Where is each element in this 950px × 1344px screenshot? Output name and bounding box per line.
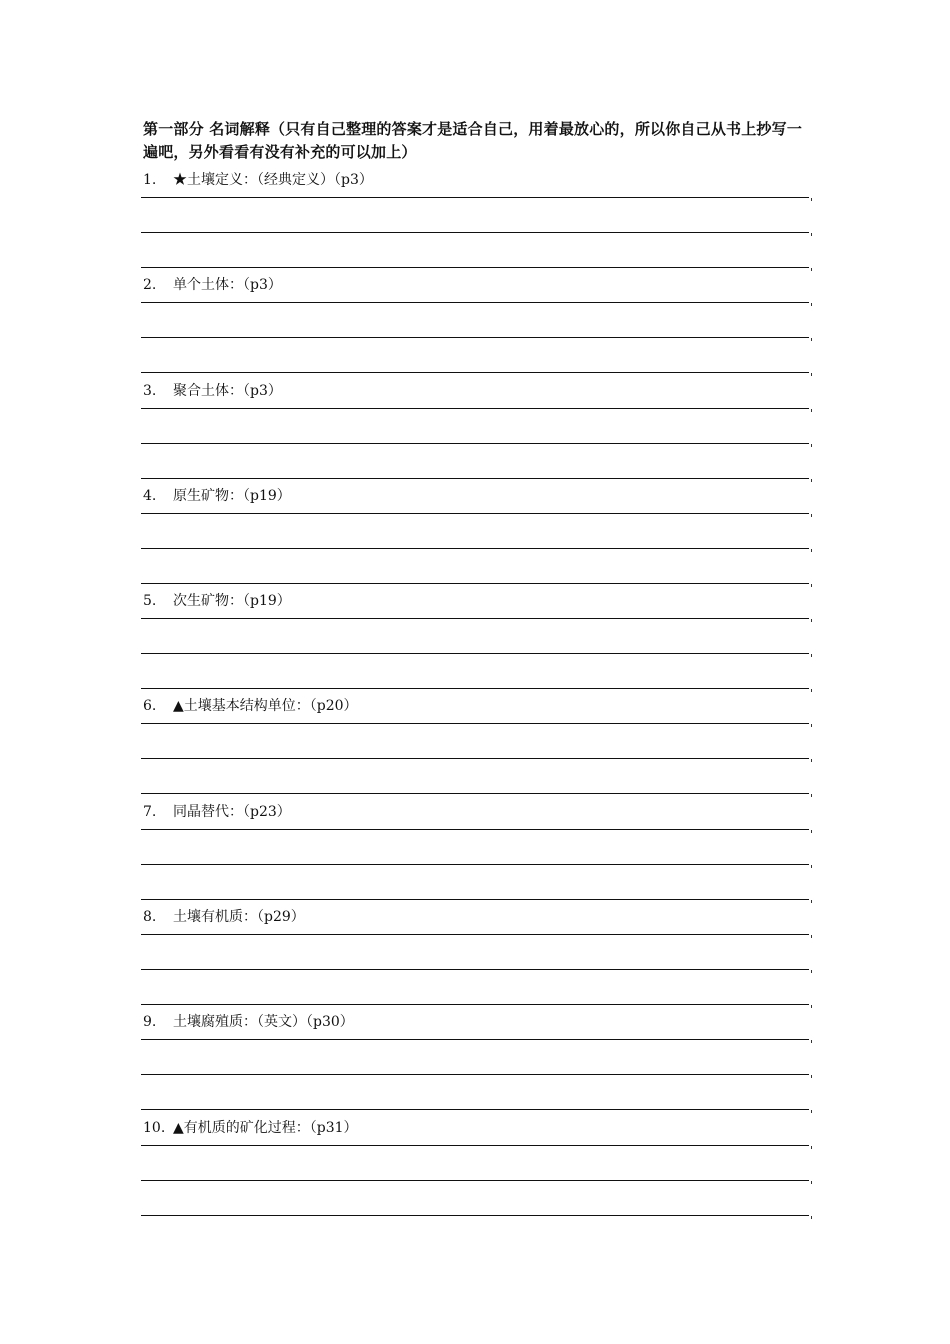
answer-line[interactable] [141, 1074, 809, 1075]
question-item [141, 268, 811, 373]
answer-line[interactable] [141, 443, 809, 444]
question-number: 7. [143, 803, 157, 820]
question-item [141, 479, 811, 584]
answer-line[interactable] [141, 197, 809, 198]
question-item [141, 584, 811, 689]
question-number: 9. [143, 1014, 157, 1031]
answer-line[interactable] [141, 934, 809, 935]
question-label [143, 382, 282, 400]
question-text: ★土壤定义：（经典定义）（p3） [173, 172, 373, 188]
question-number: 2. [143, 277, 157, 294]
question-label [143, 592, 291, 610]
answer-line[interactable] [141, 829, 809, 830]
answer-line[interactable] [141, 969, 809, 970]
answer-line[interactable] [141, 302, 809, 303]
question-text: 原生矿物：（p19） [173, 487, 291, 504]
answer-line[interactable] [141, 1215, 809, 1216]
answer-line[interactable] [141, 1180, 809, 1181]
question-item [141, 163, 811, 268]
question-item [141, 1111, 811, 1216]
question-text: 同晶替代：（p23） [173, 803, 291, 820]
question-label [143, 276, 282, 294]
question-label [143, 697, 358, 715]
answer-line[interactable] [141, 1039, 809, 1040]
question-item [141, 795, 811, 900]
question-label [143, 487, 291, 505]
question-text: 聚合土体：（p3） [173, 382, 282, 399]
question-label [143, 171, 373, 189]
question-text: ▲有机质的矿化过程：（p31） [173, 1119, 358, 1136]
question-label [143, 908, 305, 926]
answer-line[interactable] [141, 513, 809, 514]
question-text: 单个土体：（p3） [173, 277, 282, 294]
question-text: 次生矿物：（p19） [173, 593, 291, 610]
question-number: 1. [143, 172, 157, 188]
question-number: 5. [143, 593, 157, 610]
question-label [143, 1119, 358, 1137]
question-number: 8. [143, 909, 157, 926]
answer-line[interactable] [141, 337, 809, 338]
question-label [143, 1013, 354, 1031]
answer-line[interactable] [141, 864, 809, 865]
answer-line[interactable] [141, 408, 809, 409]
answer-line[interactable] [141, 618, 809, 619]
question-text: 土壤腐殖质：（英文）（p30） [173, 1014, 354, 1031]
question-label [143, 803, 291, 821]
answer-line[interactable] [141, 653, 809, 654]
answer-line[interactable] [141, 723, 809, 724]
section-heading: 第一部分 名词解释（只有自己整理的答案才是适合自己，用着最放心的，所以你自己从书上抄写一遍吧，另外看看有没有补充的可以加上） [143, 120, 803, 161]
question-number: 3. [143, 382, 157, 399]
question-text: ▲土壤基本结构单位：（p20） [173, 698, 358, 715]
question-item [141, 689, 811, 794]
question-number: 10. [143, 1119, 166, 1136]
answer-line[interactable] [141, 1145, 809, 1146]
question-list [141, 163, 811, 1216]
question-number: 6. [143, 698, 157, 715]
question-item [141, 900, 811, 1005]
question-text: 土壤有机质：（p29） [173, 909, 305, 926]
question-item [141, 374, 811, 479]
answer-line[interactable] [141, 548, 809, 549]
question-item [141, 1005, 811, 1110]
question-number: 4. [143, 487, 157, 504]
answer-line[interactable] [141, 758, 809, 759]
answer-line[interactable] [141, 232, 809, 233]
